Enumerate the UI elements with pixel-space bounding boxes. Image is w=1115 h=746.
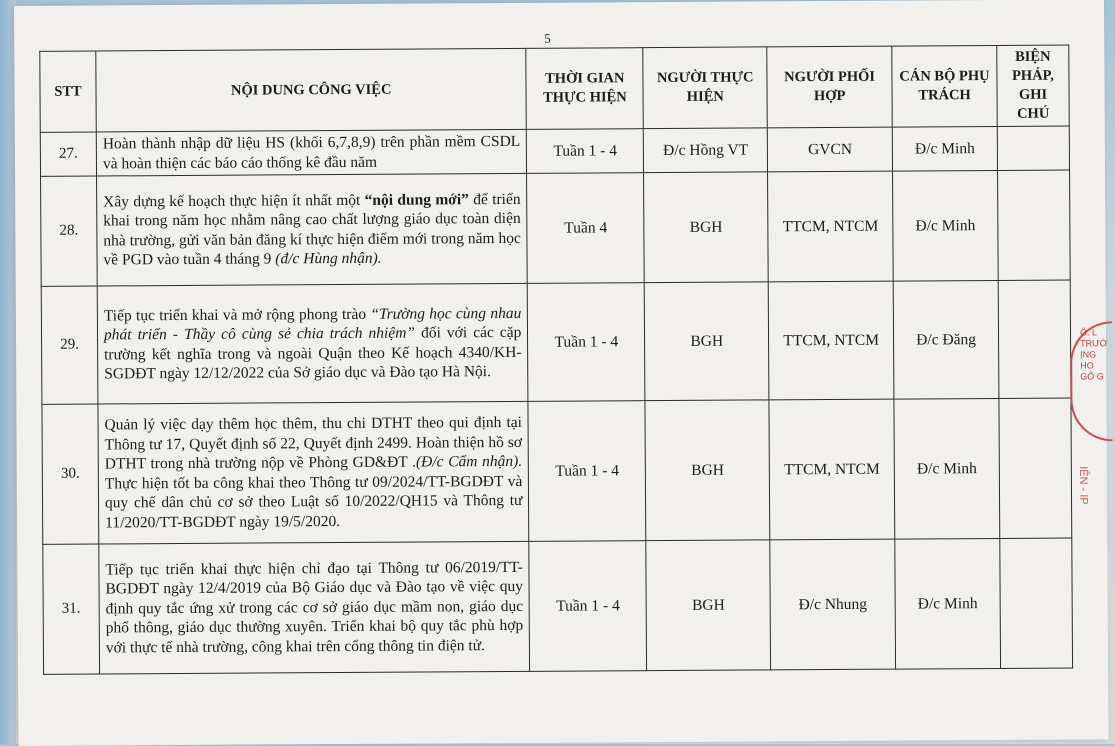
content-text: Tiếp tục triển khai và mở rộng phong trào bbox=[103, 305, 371, 324]
row-note bbox=[999, 398, 1072, 538]
row-coordinator: GVCN bbox=[767, 127, 892, 172]
row-time: Tuần 1 - 4 bbox=[527, 129, 644, 174]
row-coordinator: Đ/c Nhung bbox=[770, 539, 896, 670]
header-note: BIỆN PHÁP, GHI CHÚ bbox=[997, 45, 1069, 126]
table-row bbox=[41, 280, 1071, 404]
row-content bbox=[96, 174, 527, 287]
content-italic-text: (Đ/c Cẩm nhận). bbox=[415, 452, 523, 471]
stamp-text: ỊNG HO bbox=[1080, 349, 1097, 371]
header-executor: NGƯỜI THỰC HIỆN bbox=[643, 47, 767, 129]
row-coordinator: TTCM, NTCM bbox=[769, 399, 895, 540]
content-text: Xây dựng kế hoạch thực hiện ít nhất một bbox=[103, 191, 365, 210]
row-note bbox=[998, 170, 1071, 280]
row-supervisor: Đ/c Minh bbox=[892, 126, 997, 171]
row-time: Tuần 1 - 4 bbox=[528, 283, 646, 402]
stamp-text: GÔ G bbox=[1080, 371, 1104, 382]
row-stt: 31. bbox=[43, 544, 100, 674]
row-executor: BGH bbox=[644, 282, 769, 401]
header-stt: STT bbox=[40, 51, 96, 132]
row-supervisor: Đ/c Đăng bbox=[893, 281, 999, 400]
header-supervisor: CÁN BỘ PHỤ TRÁCH bbox=[892, 45, 997, 127]
content-text: để triển khai trong năm học nhằm nâng cao chất lượng giáo dục toàn diện nhà trường, gửi văn bản đăng kí thực hiện điểm mới trong năm học về PGD vào tuần 4 tháng 9 bbox=[103, 190, 521, 269]
row-content bbox=[98, 402, 529, 545]
table-row bbox=[43, 538, 1073, 674]
table-row bbox=[41, 170, 1071, 286]
row-stt: 29. bbox=[41, 286, 98, 404]
document-page bbox=[14, 0, 1109, 746]
table-header-row bbox=[40, 45, 1069, 132]
row-note bbox=[997, 126, 1069, 171]
row-supervisor: Đ/c Minh bbox=[893, 171, 999, 282]
row-content bbox=[97, 284, 528, 405]
table-row bbox=[40, 126, 1069, 176]
row-time: Tuần 4 bbox=[527, 173, 645, 284]
red-stamp bbox=[1070, 321, 1113, 441]
row-note bbox=[1000, 538, 1073, 668]
header-content: NỘI DUNG CÔNG VIỆC bbox=[96, 48, 527, 132]
row-supervisor: Đ/c Minh bbox=[894, 399, 1000, 540]
row-time: Tuần 1 - 4 bbox=[529, 541, 647, 672]
row-supervisor: Đ/c Minh bbox=[895, 539, 1001, 670]
content-italic-text: (đ/c Hùng nhận). bbox=[275, 250, 382, 268]
header-coordinator: NGƯỜI PHỐI HỢP bbox=[767, 46, 892, 128]
page-number: 5 bbox=[544, 30, 551, 46]
row-coordinator: TTCM, NTCM bbox=[768, 281, 894, 400]
row-stt: 30. bbox=[42, 404, 99, 544]
row-stt: 28. bbox=[41, 176, 98, 286]
row-content: Tiếp tục triển khai thực hiện chỉ đạo tại Thông tư 06/2019/TT-BGDĐT ngày 12/4/2019 của Bộ Giáo dục và Đào tạo về việc quy định quy tắc ứng xử trong các cơ sở giáo dục mầm non, giáo dục phổ thông, giáo dục thường xuyên. Triển khai bộ quy tắc phù hợp với thực tế nhà trường, công khai trên cổng thông tin điện tử. bbox=[99, 542, 530, 675]
row-content: Hoàn thành nhập dữ liệu HS (khối 6,7,8,9) trên phần mềm CSDL và hoàn thiện các báo cáo thống kê đầu năm bbox=[96, 129, 527, 176]
row-executor: Đ/c Hồng VT bbox=[644, 128, 768, 173]
table-row bbox=[42, 398, 1072, 544]
row-coordinator: TTCM, NTCM bbox=[768, 171, 894, 282]
content-text: đối với các cặp trường kết nghĩa trong và ngoài Quận theo Kế hoạch 4340/KH-SGDĐT ngày 12/12/2022 của Sở giáo dục và Đào tạo Hà Nội. bbox=[104, 324, 522, 383]
stamp-text: TRƯỜ bbox=[1080, 338, 1108, 349]
row-executor: BGH bbox=[644, 172, 769, 283]
stamp-side-text: IÊN - IP bbox=[1077, 466, 1090, 505]
row-time: Tuần 1 - 4 bbox=[528, 401, 646, 542]
row-executor: BGH bbox=[645, 400, 770, 541]
content-bold-text: “nội dung mới” bbox=[364, 190, 469, 209]
row-note bbox=[998, 280, 1071, 398]
stamp-text: Ô. L bbox=[1079, 327, 1098, 338]
work-plan-table bbox=[39, 45, 1073, 675]
row-executor: BGH bbox=[646, 540, 771, 671]
content-italic-text: “Trường học cùng nhau phát triển - Thầy cô cùng sẻ chia trách nhiệm” bbox=[103, 304, 522, 344]
header-time: THỜI GIAN THỰC HIỆN bbox=[526, 48, 643, 130]
content-text: Thực hiện tốt ba công khai theo Thông tư 09/2024/TT-BGDĐT và quy chế dân chủ cơ sở theo Luật số 10/2022/QH15 và Thông tư 11/2020/TT-BGDĐT ngày 19/5/2020. bbox=[104, 472, 523, 532]
row-stt: 27. bbox=[40, 132, 96, 177]
background-edge bbox=[0, 0, 16, 744]
content-text: Quản lý việc dạy thêm học thêm, thu chi DTHT theo qui định tại Thông tư 17, Quyết định số 22, Quyết định 2499. Hoàn thiện hồ sơ DTHT trong nhà trường nộp về Phòng GD&ĐT . bbox=[104, 413, 523, 473]
